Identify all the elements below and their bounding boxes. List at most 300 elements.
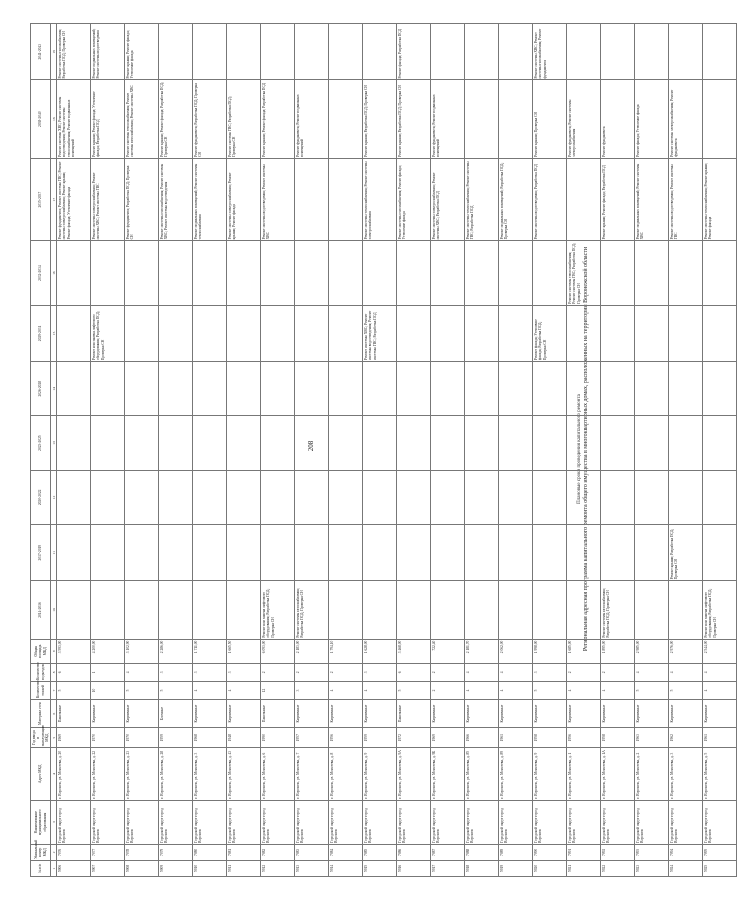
period-works (397, 305, 431, 361)
building-id: 7095 (703, 844, 737, 860)
entrances: 4 (499, 663, 533, 681)
period-works: Ремонт фасада; Утепление фасада (635, 80, 669, 158)
address: г. Воронеж, ул. Моисеева, д. 6 (261, 748, 295, 800)
period-works: Ремонт крыши; Ремонт фасада; Разработка ПСД (261, 80, 295, 158)
period-works: Ремонт системы ХВС; Ремонт системы водоотведения; Ремонт системы теплоснабжения; Ремонт подвальных помещений (57, 80, 91, 158)
period-works: Ремонт фундамента (601, 80, 635, 158)
period-works (329, 24, 363, 80)
floors: 5 (159, 681, 193, 699)
total-area: 1 665,50 (227, 639, 261, 663)
year-built: 1959 (159, 728, 193, 748)
period-works (499, 24, 533, 80)
period-works (669, 581, 703, 639)
period-works (601, 470, 635, 524)
period-works (159, 470, 193, 524)
period-works (397, 362, 431, 416)
total-area: 2 062,00 (499, 639, 533, 663)
column-header: Количество подъездов (31, 663, 51, 681)
period-works (465, 362, 499, 416)
period-works (329, 362, 363, 416)
period-works (465, 525, 499, 581)
column-header: Адрес МКД (31, 748, 51, 800)
floors: 4 (227, 681, 261, 699)
period-works: Ремонт системы теплоснабжения; Ремонт крыши; Ремонт фасада (703, 158, 737, 240)
year-built: 1948 (227, 728, 261, 748)
wall-material: Кирпичные (91, 700, 125, 728)
period-works (635, 525, 669, 581)
wall-material: Панельные (261, 700, 295, 728)
total-area: 3 468,00 (397, 639, 431, 663)
total-area: 1 685,00 (567, 639, 601, 663)
period-works: Ремонт системы электроснабжения; Ремонт системы ХВС; Ремонт системы ГВС (91, 158, 125, 240)
table-row (397, 24, 431, 877)
building-id: 7082 (261, 844, 295, 860)
year-built: 1968 (193, 728, 227, 748)
municipality: Городской округ город Воронеж (635, 800, 669, 844)
total-area: 2 985,00 (635, 639, 669, 663)
wall-material: Кирпичные (227, 700, 261, 728)
period-works (499, 305, 533, 361)
period-works (635, 241, 669, 305)
table-row (193, 24, 227, 877)
period-works (431, 24, 465, 80)
period-works (635, 416, 669, 470)
wall-material: Блочные (159, 700, 193, 728)
year-built: 1962 (669, 728, 703, 748)
address: г. Воронеж, ул. Моисеева, д. 9Б (431, 748, 465, 800)
period-works (601, 305, 635, 361)
total-area: 1 998,00 (533, 639, 567, 663)
period-works (227, 581, 261, 639)
column-number: 11 (51, 525, 57, 581)
period-works (465, 581, 499, 639)
column-number: 18 (51, 80, 57, 158)
period-works (397, 470, 431, 524)
period-works (329, 241, 363, 305)
period-works: Ремонт системы теплоснабжения; Ремонт системы ГВС; Разработка ПСД (465, 158, 499, 240)
table-row (601, 24, 635, 877)
wall-material: Кирпичные (635, 700, 669, 728)
period-works (465, 80, 499, 158)
period-works (703, 416, 737, 470)
column-header: 2041-2043 (31, 24, 51, 80)
wall-material: Кирпичные (295, 700, 329, 728)
floors: 5 (635, 681, 669, 699)
period-works (193, 470, 227, 524)
period-works: Ремонт крыши; Разработка ПСД; Проверка СН (397, 80, 431, 158)
period-works (57, 525, 91, 581)
row-number: 5908 (125, 860, 159, 876)
period-works (261, 525, 295, 581)
building-id: 7087 (431, 844, 465, 860)
period-works (669, 241, 703, 305)
wall-material: Кирпичные (329, 700, 363, 728)
total-area: 3 593,00 (57, 639, 91, 663)
period-works (329, 80, 363, 158)
row-number: 5923 (635, 860, 669, 876)
municipality: Городской округ город Воронеж (159, 800, 193, 844)
floors: 5 (397, 681, 431, 699)
period-works: Ремонт или замена лифтового оборудования; Разработка ПСД; Проверка СН (703, 581, 737, 639)
period-works (193, 24, 227, 80)
column-number: 14 (51, 362, 57, 416)
building-id: 7086 (397, 844, 431, 860)
header-row (31, 24, 51, 877)
period-works (227, 470, 261, 524)
row-number: 5925 (703, 860, 737, 876)
period-works (57, 416, 91, 470)
period-works (261, 241, 295, 305)
entrances: 4 (125, 663, 159, 681)
period-works (533, 241, 567, 305)
period-works (159, 24, 193, 80)
period-works (703, 24, 737, 80)
period-works: Ремонт подвальных помещений; Ремонт системы теплоснабжения (193, 158, 227, 240)
wall-material: Кирпичные (431, 700, 465, 728)
address: г. Воронеж, ул. Моисеева, д. 9 (363, 748, 397, 800)
column-header: Наименование муниципального образования (31, 800, 51, 844)
period-works (91, 581, 125, 639)
floors: 4 (465, 681, 499, 699)
floors: 2 (431, 681, 465, 699)
municipality: Городской округ город Воронеж (193, 800, 227, 844)
municipality: Городской округ город Воронеж (363, 800, 397, 844)
entrances: 4 (703, 663, 737, 681)
row-number: 5906 (57, 860, 91, 876)
period-works (91, 470, 125, 524)
period-works: Ремонт крыши; Ремонт фасада; Разработка ПСД (601, 158, 635, 240)
address: г. Воронеж, ул. Моисеева, д. 28 (159, 748, 193, 800)
total-area: 2 544,00 (703, 639, 737, 663)
period-works (499, 362, 533, 416)
row-number: 5924 (669, 860, 703, 876)
period-works (193, 581, 227, 639)
period-works (499, 525, 533, 581)
municipality: Городской округ город Воронеж (499, 800, 533, 844)
municipality: Городской округ город Воронеж (91, 800, 125, 844)
floors: 4 (567, 681, 601, 699)
municipality: Городской округ город Воронеж (567, 800, 601, 844)
period-works (465, 241, 499, 305)
floors: 5 (669, 681, 703, 699)
entrances: 3 (533, 663, 567, 681)
period-works (329, 305, 363, 361)
period-works (57, 470, 91, 524)
period-works (635, 362, 669, 416)
address: г. Воронеж, ул. Моисеева, д. 2 (635, 748, 669, 800)
column-number: 17 (51, 158, 57, 240)
total-area: 4 200,00 (91, 639, 125, 663)
year-built: 1956 (329, 728, 363, 748)
period-works (227, 305, 261, 361)
year-built: 1961 (499, 728, 533, 748)
building-id: 7081 (227, 844, 261, 860)
period-works: Ремонт системы ХВС; Ремонт системы газоснабжения; Ремонт фундамента (533, 24, 567, 80)
period-works (91, 525, 125, 581)
row-number: 5922 (601, 860, 635, 876)
period-works (533, 362, 567, 416)
period-works (703, 470, 737, 524)
period-works (125, 305, 159, 361)
address: г. Воронеж, ул. Моисеева, д. 1А (601, 748, 635, 800)
year-built: 1957 (295, 728, 329, 748)
period-works: Ремонт фундамента; Разработка ПСД; Проверка СН (193, 80, 227, 158)
building-id: 7084 (329, 844, 363, 860)
table-row (261, 24, 295, 877)
floors: 4 (363, 681, 397, 699)
period-works: Ремонт или замена лифтового оборудования; Разработка ПСД; Проверка СН (261, 581, 295, 639)
column-header: 2026-2028 (31, 362, 51, 416)
entrances: 3 (193, 663, 227, 681)
period-works: Ремонт системы водоотведения; Ремонт системы ХВС (261, 158, 295, 240)
table-row (125, 24, 159, 877)
table-row (431, 24, 465, 877)
municipality: Городской округ город Воронеж (465, 800, 499, 844)
period-works (227, 416, 261, 470)
period-works (431, 362, 465, 416)
total-area: 722,40 (431, 639, 465, 663)
entrances: 3 (159, 663, 193, 681)
floors: 12 (261, 681, 295, 699)
period-works (567, 158, 601, 240)
column-number: 9 (51, 639, 57, 663)
period-works (295, 305, 329, 361)
column-header: Общая площадь МКД (31, 639, 51, 663)
period-works (363, 241, 397, 305)
year-built: 1958 (601, 728, 635, 748)
table-row (465, 24, 499, 877)
row-number: 5921 (567, 860, 601, 876)
year-built: 1961 (703, 728, 737, 748)
period-works (397, 581, 431, 639)
period-works: Ремонт фундамента; Ремонт системы электроснабжения (567, 80, 601, 158)
total-area: 1 711,00 (193, 639, 227, 663)
period-works (601, 24, 635, 80)
building-id: 7090 (533, 844, 567, 860)
period-works (329, 581, 363, 639)
building-id: 7093 (635, 844, 669, 860)
municipality: Городской округ город Воронеж (397, 800, 431, 844)
entrances: 2 (329, 663, 363, 681)
period-works: Ремонт или замена лифтового оборудования; Разработка ПСД; Проверка СН (91, 305, 125, 361)
column-number: 5 (51, 728, 57, 748)
period-works (533, 416, 567, 470)
period-works (567, 362, 601, 416)
address: г. Воронеж, ул. Моисеева, д. 89 (499, 748, 533, 800)
period-works: Ремонт системы электроснабжения; Ремонт системы ХВС; Разработка ПСД (431, 158, 465, 240)
column-header: 2020-2022 (31, 470, 51, 524)
period-works (499, 80, 533, 158)
floors: 3 (295, 681, 329, 699)
row-number: 5907 (91, 860, 125, 876)
period-works (91, 241, 125, 305)
total-area: 3 102,90 (125, 639, 159, 663)
period-works (601, 525, 635, 581)
column-header: Уникальный номер МКД (31, 844, 51, 860)
period-works: Ремонт системы газоснабжения; Ремонт фасада; Утепление фасада (397, 158, 431, 240)
row-number: 5920 (533, 860, 567, 876)
column-header: Год ввода в эксплуатацию МКД (32, 724, 49, 747)
column-header: 2038-2040 (31, 80, 51, 158)
wall-material: Кирпичные (601, 700, 635, 728)
address: г. Воронеж, ул. Моисеева, д. 5 (703, 748, 737, 800)
column-header: 2023-2025 (31, 416, 51, 470)
table-row (227, 24, 261, 877)
year-built: 1956 (567, 728, 601, 748)
column-number: 8 (51, 663, 57, 681)
column-number: 16 (51, 241, 57, 305)
period-works (91, 362, 125, 416)
total-area: 2 976,00 (669, 639, 703, 663)
period-works: Ремонт системы электроснабжения; Ремонт крыши; Ремонт фасада (227, 158, 261, 240)
period-works (329, 525, 363, 581)
municipality: Городской округ город Воронеж (329, 800, 363, 844)
floors: 4 (601, 681, 635, 699)
building-id: 7085 (363, 844, 397, 860)
municipality: Городской округ город Воронеж (295, 800, 329, 844)
period-works: Ремонт системы водоотведения; Ремонт системы ГВС (669, 158, 703, 240)
municipality: Городской округ город Воронеж (261, 800, 295, 844)
row-number: 5914 (329, 860, 363, 876)
row-number: 5912 (261, 860, 295, 876)
wall-material: Кирпичные (703, 700, 737, 728)
document-subtitle: Плановые сроки проведения капитального ремонта (577, 394, 582, 504)
period-works (431, 525, 465, 581)
period-works (227, 24, 261, 80)
period-works (431, 241, 465, 305)
column-number: 12 (51, 470, 57, 524)
floors: 4 (193, 681, 227, 699)
wall-material: Кирпичные (193, 700, 227, 728)
period-works: Ремонт системы теплоснабжения; Ремонт системы газоснабжения; Ремонт системы ХВС (125, 80, 159, 158)
entrances: 4 (465, 663, 499, 681)
address: г. Воронеж, ул. Моисеева, д. 3 (669, 748, 703, 800)
table-row (499, 24, 533, 877)
capital-repair-table (30, 23, 737, 877)
municipality: Городской округ город Воронеж (703, 800, 737, 844)
period-works (465, 305, 499, 361)
period-works (703, 80, 737, 158)
column-number: 13 (51, 416, 57, 470)
table-row (57, 24, 91, 877)
period-works (567, 581, 601, 639)
period-works (601, 362, 635, 416)
period-works: Ремонт системы ГВС; Разработка ПСД; Проверка СН (227, 80, 261, 158)
period-works (261, 362, 295, 416)
period-works: Ремонт системы водоотведения; Разработка ПСД (533, 158, 567, 240)
period-works: Ремонт фасада; Разработка ПСД (397, 24, 431, 80)
period-works (397, 525, 431, 581)
total-area: 1 895,00 (601, 639, 635, 663)
period-works (669, 416, 703, 470)
period-works: Ремонт крыши; Разработка ПСД; Проверка СН (669, 525, 703, 581)
period-works (261, 305, 295, 361)
address: г. Воронеж, ул. Моисеева, д. 22 (91, 748, 125, 800)
period-works (431, 416, 465, 470)
building-id: 7092 (601, 844, 635, 860)
period-works (193, 525, 227, 581)
period-works (363, 362, 397, 416)
period-works: Ремонт фундамента; Разработка ПСД; Проверка СН (125, 158, 159, 240)
entrances: 2 (295, 663, 329, 681)
table-body (57, 24, 737, 877)
building-id: 7080 (193, 844, 227, 860)
period-works (601, 416, 635, 470)
total-area: 2 181,70 (465, 639, 499, 663)
row-number: 5915 (363, 860, 397, 876)
total-area: 2 183,00 (295, 639, 329, 663)
floors: 4 (499, 681, 533, 699)
period-works (159, 525, 193, 581)
period-works (703, 525, 737, 581)
period-works: Ремонт подвальных помещений; Ремонт системы водоотведения (91, 24, 125, 80)
period-works: Ремонт системы теплоснабжения; Ремонт системы ГВС; Разработка ПСД; Проверка СН (567, 241, 601, 305)
period-works (329, 470, 363, 524)
floors: 5 (533, 681, 567, 699)
year-built: 1963 (635, 728, 669, 748)
period-works (57, 362, 91, 416)
year-built: 1959 (363, 728, 397, 748)
entrances: 2 (261, 663, 295, 681)
row-number: 5919 (499, 860, 533, 876)
period-works (295, 158, 329, 240)
period-works (703, 305, 737, 361)
table-row (567, 24, 601, 877)
entrances: 6 (397, 663, 431, 681)
period-works (363, 581, 397, 639)
period-works (295, 362, 329, 416)
column-header: 2029-2031 (31, 305, 51, 361)
period-works (533, 470, 567, 524)
period-works (703, 362, 737, 416)
wall-material: Кирпичные (669, 700, 703, 728)
period-works (635, 470, 669, 524)
period-works (669, 470, 703, 524)
column-number: 7 (51, 681, 57, 699)
period-works: Ремонт системы газоснабжения; Разработка ПСД; Проверка СН (601, 581, 635, 639)
period-works (159, 581, 193, 639)
year-built: 1972 (397, 728, 431, 748)
wall-material: Кирпичные (363, 700, 397, 728)
building-id: 7088 (465, 844, 499, 860)
table-row (533, 24, 567, 877)
address: г. Воронеж, ул. Моисеева, д. 7 (295, 748, 329, 800)
period-works (261, 470, 295, 524)
entrances: 2 (567, 663, 601, 681)
period-works (159, 362, 193, 416)
period-works (567, 24, 601, 80)
table-row (159, 24, 193, 877)
year-built: 1958 (533, 728, 567, 748)
floors: 5 (57, 681, 91, 699)
period-works (567, 416, 601, 470)
period-works: Ремонт крыши; Проверка СН (533, 80, 567, 158)
page-number: 208 (307, 440, 315, 452)
wall-material: Панельные (397, 700, 431, 728)
period-works: Ремонт системы газоснабжения; Ремонт системы ХВС; Ремонт системы водоотведения (159, 158, 193, 240)
period-works (533, 525, 567, 581)
building-id: 7089 (499, 844, 533, 860)
address: г. Воронеж, ул. Моисеева, д. 9А (397, 748, 431, 800)
period-works (159, 305, 193, 361)
column-number: 1 (51, 860, 57, 876)
floors: 4 (703, 681, 737, 699)
building-id: 7078 (125, 844, 159, 860)
column-header: 2032-2034 (31, 241, 51, 305)
address: г. Воронеж, ул. Моисеева, д. 23 (125, 748, 159, 800)
period-works: Ремонт фундамента; Ремонт подвальных помещений (295, 80, 329, 158)
column-number: 19 (51, 24, 57, 80)
